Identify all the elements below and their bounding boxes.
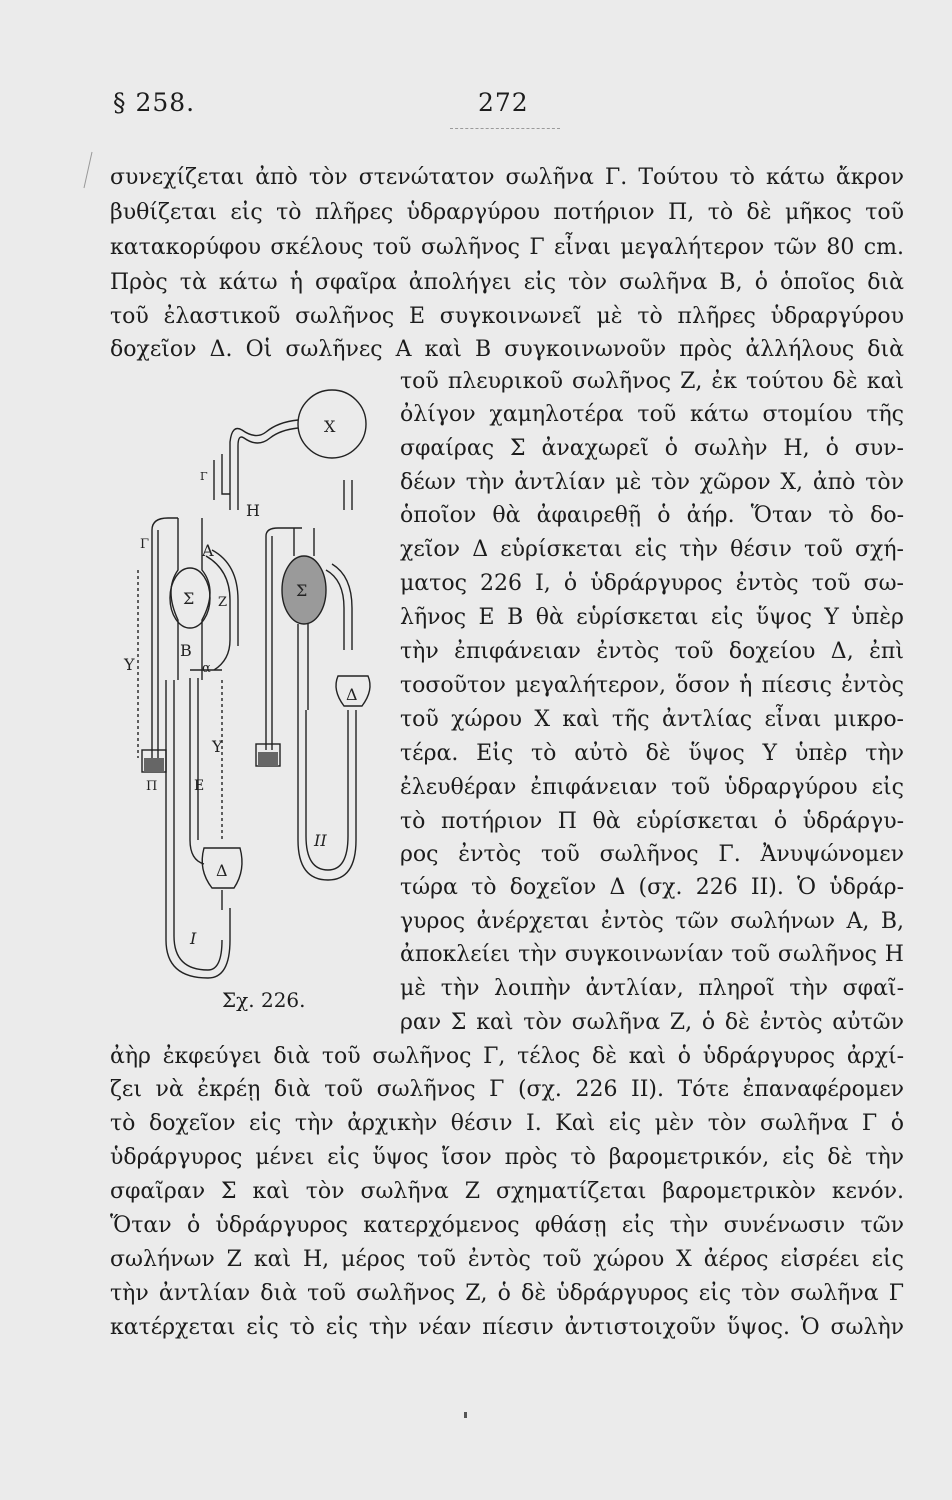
text-line: κατακορύφου σκέλους τοῦ σωλῆνος Γ εἶναι μεγαλήτερον τῶν 80 cm. bbox=[110, 235, 904, 260]
text-line: τέρα. Εἰς τὸ αὐτὸ δὲ ὕψος Υ ὑπὲρ τὴν bbox=[400, 741, 904, 766]
text-line: σωλήνων Ζ καὶ Η, μέρος τοῦ ἐντὸς τοῦ χώρου Χ ἀέρος εἰσρέει εἰς bbox=[110, 1247, 904, 1272]
text-line: τοῦ χώρου Χ καὶ τῆς ἀντλίας εἶναι μικρο- bbox=[400, 707, 904, 732]
label-sigma-2: Σ bbox=[296, 581, 308, 600]
text-line: βυθίζεται εἰς τὸ πλῆρες ὑδραργύρου ποτήριον Π, τὸ δὲ μῆκος τοῦ bbox=[110, 200, 904, 225]
text-line: ραν Σ καὶ τὸν σωλῆνα Ζ, ὁ δὲ ἐντὸς αὐτῶν bbox=[400, 1010, 904, 1035]
text-line: τώρα τὸ δοχεῖον Δ (σχ. 226 ΙΙ). Ὁ ὑδράρ- bbox=[400, 875, 904, 900]
label-gamma-small: Γ bbox=[200, 470, 208, 483]
text-line: Πρὸς τὰ κάτω ἡ σφαῖρα ἀπολήγει εἰς τὸν σωλῆνα Β, ὁ ὁποῖος διὰ bbox=[110, 270, 904, 295]
text-line: χεῖον Δ εὑρίσκεται εἰς τὴν θέσιν τοῦ σχή- bbox=[400, 537, 904, 562]
label-e: E bbox=[194, 778, 205, 794]
text-line: τοῦ ἐλαστικοῦ σωλῆνος Ε συγκοινωνεῖ μὲ τὸ πλῆρες ὑδραργύρου bbox=[110, 304, 904, 329]
text-line: τοῦ πλευρικοῦ σωλῆνος Ζ, ἐκ τούτου δὲ καὶ bbox=[400, 369, 904, 394]
header-rule bbox=[450, 128, 560, 129]
text-line: ματος 226 Ι, ὁ ὑδράργυρος ἐντὸς τοῦ σω- bbox=[400, 571, 904, 596]
text-line: ἀποκλείει τὴν συγκοινωνίαν τοῦ σωλῆνος Η bbox=[400, 942, 904, 967]
text-line: δέων τὴν ἀντλίαν μὲ τὸν χῶρον Χ, ἀπὸ τὸν bbox=[400, 470, 904, 495]
text-line: ζει νὰ ἐκρέῃ διὰ τοῦ σωλῆνος Γ (σχ. 226 ΙΙ). Τότε ἐπαναφέρομεν bbox=[110, 1077, 904, 1102]
label-x: X bbox=[324, 417, 336, 436]
label-delta-2: Δ bbox=[346, 685, 358, 704]
label-pi: Π bbox=[146, 779, 158, 794]
text-line: δοχεῖον Δ. Οἱ σωλῆνες Α καὶ Β συγκοινωνοῦν πρὸς ἀλλήλους διὰ bbox=[110, 337, 904, 362]
label-y-mid: Y bbox=[212, 737, 223, 756]
text-line: συνεχίζεται ἀπὸ τὸν στενώτατον σωλῆνα Γ. Τούτου τὸ κάτω ἄκρον bbox=[110, 165, 904, 190]
text-line: Ὅταν ὁ ὑδράργυρος κατερχόμενος φθάσῃ εἰς τὴν συνένωσιν τῶν bbox=[110, 1213, 904, 1238]
text-line: ὑδράργυρος μένει εἰς ὕψος ἴσον πρὸς τὸ βαρομετρικόν, εἰς δὲ τὴν bbox=[110, 1145, 904, 1170]
label-y-left: Y bbox=[124, 655, 135, 674]
stray-mark bbox=[464, 1412, 467, 1418]
label-sigma-1: Σ bbox=[183, 589, 195, 608]
text-line: ἐλευθέραν ἐπιφάνειαν τοῦ ὑδραργύρου εἰς bbox=[400, 775, 904, 800]
label-delta-1: Δ bbox=[216, 861, 228, 880]
text-line: μὲ τὴν λοιπὴν ἀντλίαν, πληροῖ τὴν σφαῖ- bbox=[400, 976, 904, 1001]
section-number: § 258. bbox=[113, 88, 196, 117]
text-line: τὴν ἐπιφάνειαν ἐντὸς τοῦ δοχείου Δ, ἐπὶ bbox=[400, 639, 904, 664]
label-b: B bbox=[180, 641, 192, 660]
hose-ii bbox=[298, 710, 356, 880]
label-ii: II bbox=[314, 831, 327, 850]
label-i: I bbox=[190, 929, 197, 948]
text-line: λῆνος Ε Β θὰ εὑρίσκεται εἰς ὕψος Υ ὑπὲρ bbox=[400, 605, 904, 630]
text-line: σφαίρας Σ ἀναχωρεῖ ὁ σωλὴν Η, ὁ συν- bbox=[400, 436, 904, 461]
label-alpha: α bbox=[202, 661, 211, 676]
text-line: ὀλίγον χαμηλοτέρα τοῦ κάτω στομίου τῆς bbox=[400, 402, 904, 427]
page-number: 272 bbox=[478, 88, 529, 117]
text-line: γυρος ἀνέρχεται ἐντὸς τῶν σωλήνων Α, Β, bbox=[400, 909, 904, 934]
label-z: Z bbox=[218, 595, 228, 610]
margin-pencil-mark bbox=[78, 150, 96, 190]
figure-caption: Σχ. 226. bbox=[222, 988, 306, 1012]
label-h: H bbox=[246, 501, 260, 520]
text-line: τοσοῦτον μεγαλήτερον, ὅσον ἡ πίεσις ἐντὸς bbox=[400, 673, 904, 698]
text-line: τὴν ἀντλίαν διὰ τοῦ σωλῆνος Ζ, ὁ δὲ ὑδράργυρος εἰς τὸν σωλῆνα Γ bbox=[110, 1281, 904, 1306]
text-line: σφαῖραν Σ καὶ τὸν σωλῆνα Ζ σχηματίζεται βαρομετρικὸν κενόν. bbox=[110, 1179, 904, 1204]
tube-h-upper bbox=[230, 420, 298, 510]
text-line: κατέρχεται εἰς τὸ εἰς τὴν νέαν πίεσιν ἀντιστοιχοῦν ὕψος. Ὁ σωλὴν bbox=[110, 1315, 904, 1340]
text-line: ρος ἐντὸς τοῦ σωλῆνος Γ. Ἀνυψώνομεν bbox=[400, 842, 904, 867]
text-line: ὁποῖον θὰ ἀφαιρεθῇ ὁ ἀήρ. Ὅταν τὸ δο- bbox=[400, 503, 904, 528]
text-line: τὸ δοχεῖον εἰς τὴν ἀρχικὴν θέσιν Ι. Καὶ εἰς μὲν τὸν σωλῆνα Γ ὁ bbox=[110, 1111, 904, 1136]
label-a: A bbox=[202, 541, 214, 560]
text-line: τὸ ποτήριον Π θὰ εὑρίσκεται ὁ ὑδράργυ- bbox=[400, 809, 904, 834]
pump-apparatus-figure bbox=[118, 380, 398, 1020]
label-gamma: Γ bbox=[140, 537, 150, 552]
text-line: ἀὴρ ἐκφεύγει διὰ τοῦ σωλῆνος Γ, τέλος δὲ καὶ ὁ ὑδράργυρος ἀρχί- bbox=[110, 1044, 904, 1069]
